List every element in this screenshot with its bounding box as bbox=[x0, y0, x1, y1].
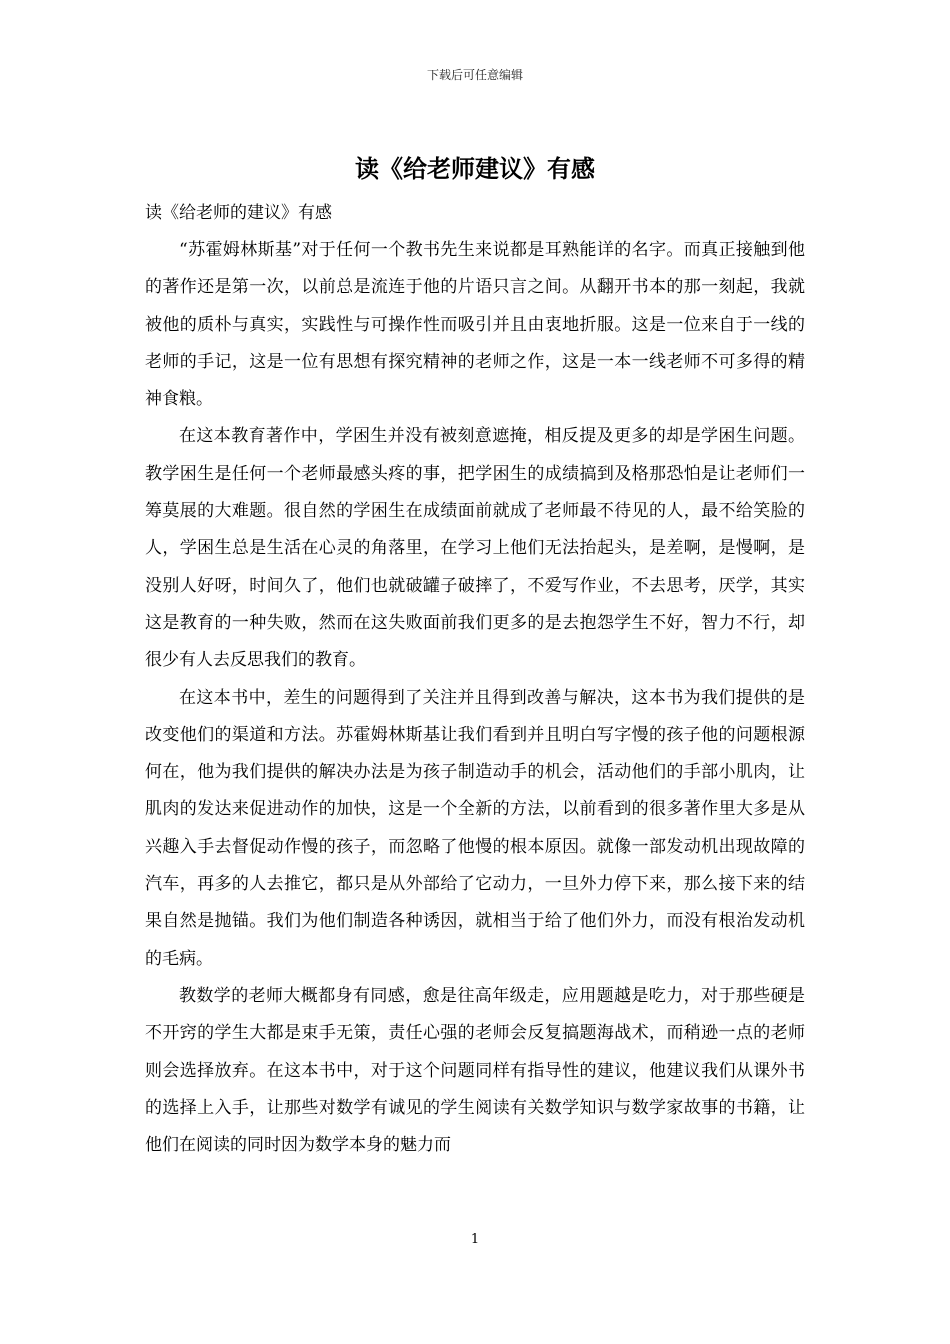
paragraph: 教数学的老师大概都身有同感，愈是往高年级走，应用题越是吃力，对于那些硬是不开窍的学生大都是束手无策，责任心强的老师会反复搞题海战术，而稍逊一点的老师则会选择放弃。在这本书中，对于这个问题同样有指导性的建议，他建议我们从课外书的选择上入手，让那些对数学有诚见的学生阅读有关数学知识与数学家故事的书籍，让他们在阅读的同时因为数学本身的魅力而 bbox=[145, 985, 805, 1156]
body-text bbox=[145, 232, 805, 1164]
page-number: 1 bbox=[470, 1232, 480, 1247]
paragraph: 在这本教育著作中，学困生并没有被刻意遮掩，相反提及更多的却是学困生问题。教学困生是任何一个老师最感头疼的事，把学困生的成绩搞到及格那恐怕是让老师们一筹莫展的大难题。很自然的学困生在成绩面前就成了老师最不待见的人，最不给笑脸的人，学困生总是生活在心灵的角落里，在学习上他们无法抬起头，是差啊，是慢啊，是没别人好呀，时间久了，他们也就破罐子破摔了，不爱写作业，不去思考，厌学，其实这是教育的一种失败，然而在这失败面前我们更多的是去抱怨学生不好，智力不行，却很少有人去反思我们的教育。 bbox=[145, 426, 805, 671]
paragraph: 在这本书中，差生的问题得到了关注并且得到改善与解决，这本书为我们提供的是改变他们的渠道和方法。苏霍姆林斯基让我们看到并且明白写字慢的孩子他的问题根源何在，他为我们提供的解决办法是为孩子制造动手的机会，活动他们的手部小肌肉，让肌肉的发达来促进动作的加快，这是一个全新的方法，以前看到的很多著作里大多是从兴趣入手去督促动作慢的孩子，而忽略了他慢的根本原因。就像一部发动机出现故障的汽车，再多的人去推它，都只是从外部给了它动力，一旦外力停下来，那么接下来的结果自然是抛锚。我们为他们制造各种诱因，就相当于给了他们外力，而没有根治发动机的毛病。 bbox=[145, 687, 805, 969]
paragraph: “苏霍姆林斯基”对于任何一个教书先生来说都是耳熟能详的名字。而真正接触到他的著作还是第一次，以前总是流连于他的片语只言之间。从翻开书本的那一刻起，我就被他的质朴与真实，实践性与可操作性而吸引并且由衷地折服。这是一位来自于一线的老师的手记，这是一位有思想有探究精神的老师之作，这是一本一线老师不可多得的精神食粮。 bbox=[145, 240, 805, 410]
header-note: 下载后可任意编辑 bbox=[426, 68, 523, 82]
document-subtitle: 读《给老师的建议》有感 bbox=[145, 203, 332, 223]
document-title: 读《给老师建议》有感 bbox=[355, 154, 595, 183]
